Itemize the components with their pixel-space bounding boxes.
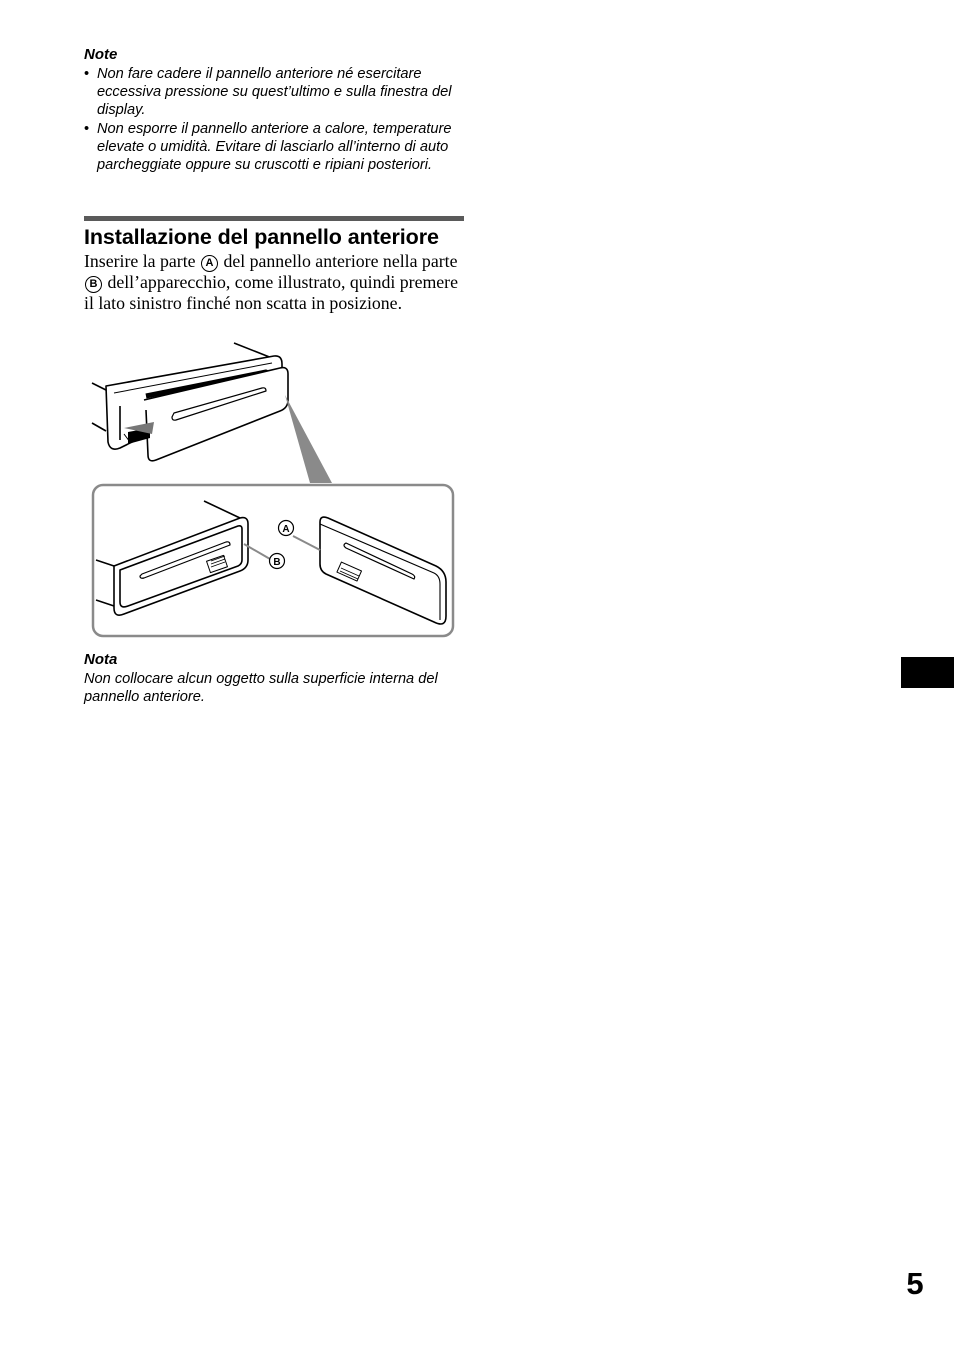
note-heading: Note [84,46,118,63]
marker-a-icon: A [201,255,218,272]
section-rule [84,216,464,221]
instruction-text [84,251,469,314]
label-a-text: A [282,524,290,535]
page-number: 5 [906,1266,924,1301]
section-title: Installazione del pannello anteriore [84,225,439,249]
front-panel-installation-illustration [84,338,464,643]
note-item [84,65,469,120]
marker-b-icon: B [85,276,102,293]
instruction-part-1: Inserire la parte [84,251,196,271]
nota-text: Non collocare alcun oggetto sulla superficie interna del pannello anteriore. [84,671,438,706]
unit-overview-drawing [92,343,288,461]
label-b-marker [270,554,285,569]
label-a-marker [279,521,294,536]
label-b-text: B [273,557,281,568]
instruction-part-3: dell’apparecchio, come illustrato, quindi premere il lato sinistro finché non scatta in posizione. [84,272,458,313]
nota-heading: Nota [84,651,118,668]
section-thumb-tab [901,657,954,688]
instruction-part-2: del pannello anteriore nella parte [219,251,458,271]
bullet-icon: • [84,120,90,137]
note-item-text: Non fare cadere il pannello anteriore né esercitare eccessiva pressione su quest’ultimo e sulla finestra del display. [97,66,452,119]
note-item-text: Non esporre il pannello anteriore a calore, temperature elevate o umidità. Evitare di lasciarlo all’interno di auto parcheggiate oppure su cruscotti e ripiani posteriori. [97,120,452,174]
bullet-icon: • [84,66,90,82]
zoom-callout-wedge [285,395,332,483]
note-list [84,65,469,174]
note-item [84,120,469,175]
